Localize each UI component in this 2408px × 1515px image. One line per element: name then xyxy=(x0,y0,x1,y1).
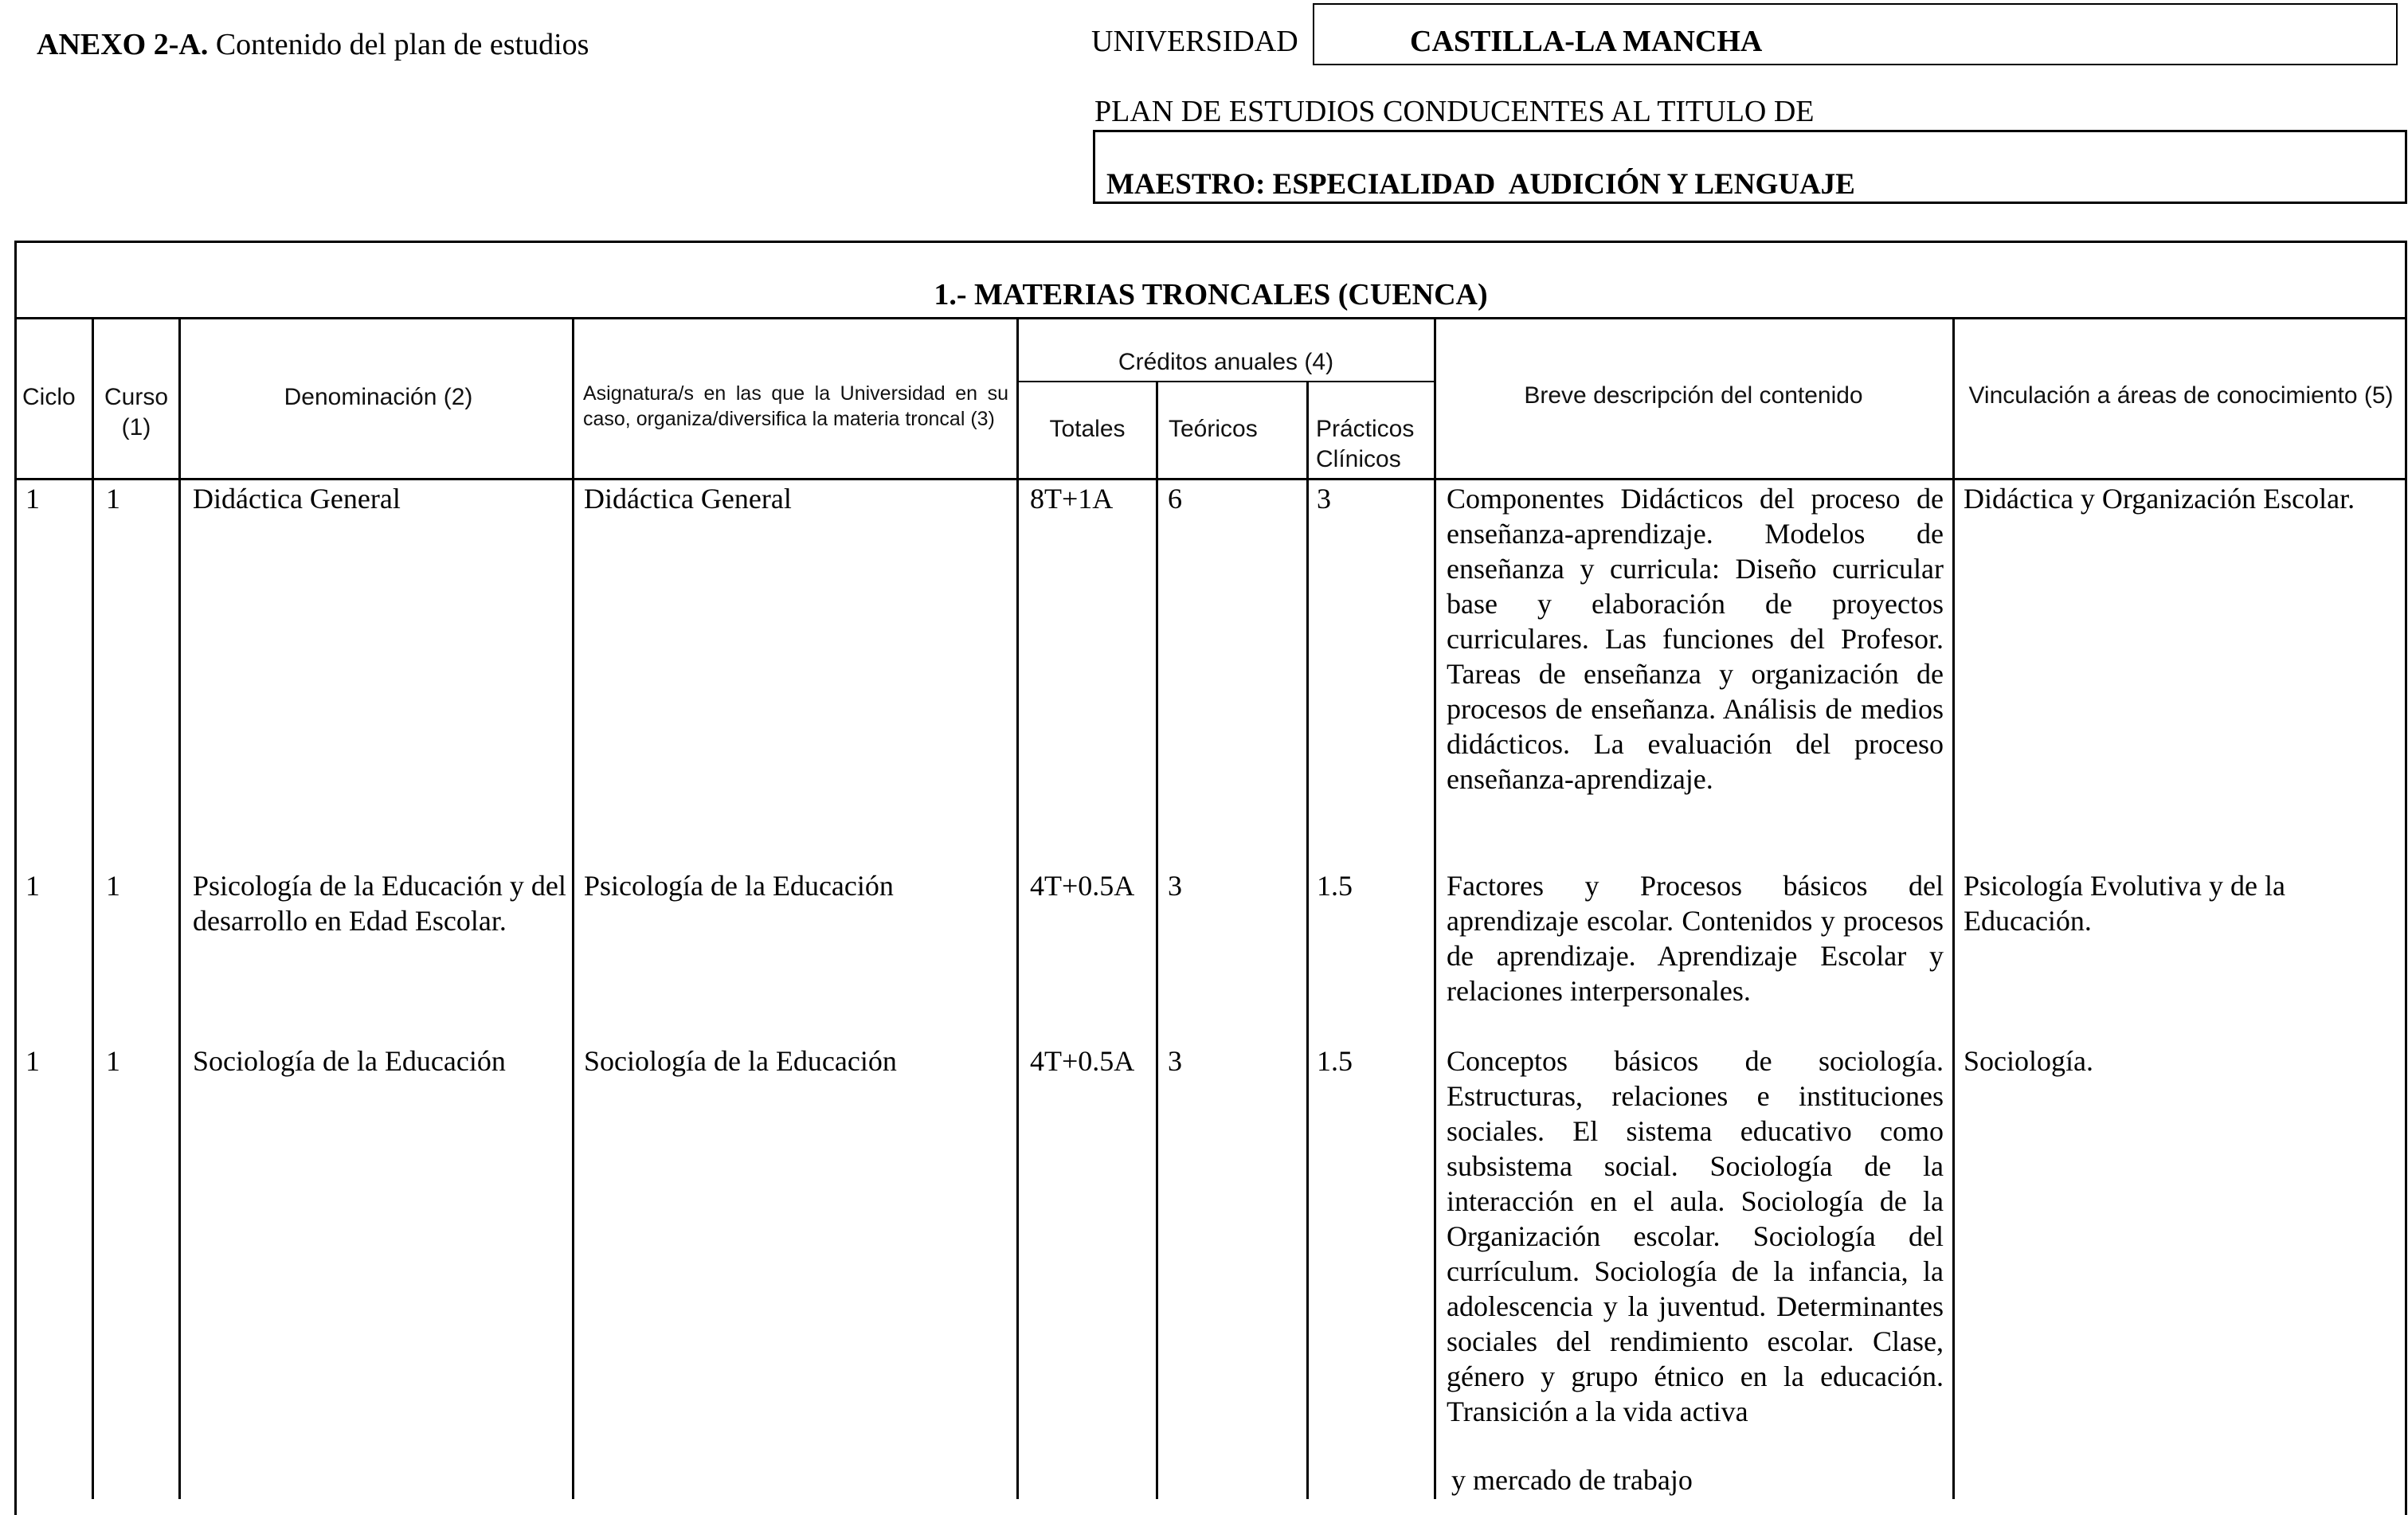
header-curso: Curso (1) xyxy=(104,384,169,440)
university-label: UNIVERSIDAD xyxy=(1091,25,1298,58)
annex-subtitle: Contenido del plan de estudios xyxy=(208,28,589,61)
section-title: 1.- MATERIAS TRONCALES (CUENCA) xyxy=(934,278,1488,311)
row1-practicos: 3 xyxy=(1317,483,1331,515)
row1-descripcion: Componentes Didácticos del proceso de enseñanza-aprendizaje. Modelos de enseñanza y curricula: Diseño curricular base y elaboración de proyectos curriculares. Las funciones del Profesor. Tareas de enseñanza y organización de procesos de enseñanza. Análisis de medios didácticos. La evaluación del proceso enseñanza-aprendizaje. xyxy=(1447,483,1944,795)
row2-descripcion: Factores y Procesos básicos del aprendizaje escolar. Contenidos y procesos de aprendizaje. Aprendizaje Escolar y relaciones interpersonales. xyxy=(1447,870,1944,1007)
plan-label: PLAN DE ESTUDIOS CONDUCENTES AL TITULO DE xyxy=(1094,95,1815,128)
row3-teoricos: 3 xyxy=(1168,1045,1182,1077)
row1-curso: 1 xyxy=(106,483,120,515)
header-bottom-rule xyxy=(14,478,2407,480)
col-rule-curso xyxy=(178,317,181,1499)
col-rule-ciclo xyxy=(92,317,94,1499)
header-denominacion: Denominación (2) xyxy=(284,384,473,410)
col-rule-denominacion xyxy=(572,317,574,1499)
row1-asignatura: Didáctica General xyxy=(584,483,792,515)
header-descripcion: Breve descripción del contenido xyxy=(1524,382,1863,409)
annex-title xyxy=(37,27,589,62)
university-name: CASTILLA-LA MANCHA xyxy=(1410,25,1763,58)
row3-descripcion: Conceptos básicos de sociología. Estructuras, relaciones e instituciones sociales. El sistema educativo como subsistema social. Sociología de la interacción en el aula. Sociología de la Organización escolar. Sociología del currículum. Sociología de la infancia, la adolescencia y la juventud. Determinantes sociales del rendimiento escolar. Clase, género y grupo étnico en la educación. Transición a la vida activa xyxy=(1447,1045,1944,1427)
annex-label: ANEXO 2-A. xyxy=(37,28,209,61)
header-totales: Totales xyxy=(1049,416,1126,442)
col-rule-practicos xyxy=(1434,317,1436,1499)
row1-totales: 8T+1A xyxy=(1030,483,1114,515)
header-vinculacion: Vinculación a áreas de conocimiento (5) xyxy=(1968,382,2394,409)
row2-curso: 1 xyxy=(106,870,120,902)
row1-teoricos: 6 xyxy=(1168,483,1182,515)
col-rule-descripcion xyxy=(1952,317,1955,1499)
header-practicos: Prácticos Clínicos xyxy=(1316,416,1415,472)
row3-vinculacion: Sociología. xyxy=(1964,1045,2093,1077)
header-top-rule xyxy=(14,317,2407,319)
col-rule-totales xyxy=(1156,381,1158,1499)
row3-totales: 4T+0.5A xyxy=(1030,1045,1135,1077)
degree-title-box xyxy=(1093,130,2407,204)
header-creditos: Créditos anuales (4) xyxy=(1118,349,1334,375)
row2-ciclo: 1 xyxy=(25,870,40,902)
row2-teoricos: 3 xyxy=(1168,870,1182,902)
col-rule-asignatura xyxy=(1016,317,1019,1499)
row1-ciclo: 1 xyxy=(25,483,40,515)
row3-denominacion: Sociología de la Educación xyxy=(193,1045,506,1077)
row1-denominacion: Didáctica General xyxy=(193,483,401,515)
row2-vinculacion: Psicología Evolutiva y de la Educación. xyxy=(1964,870,2285,937)
header-ciclo: Ciclo xyxy=(22,384,76,410)
degree-title: MAESTRO: ESPECIALIDAD AUDICIÓN Y LENGUAJE xyxy=(1106,168,1855,201)
header-asignatura: Asignatura/s en las que la Universidad en su caso, organiza/diversifica la materia troncal (3) xyxy=(583,382,1008,430)
row3-ciclo: 1 xyxy=(25,1045,40,1077)
row3-descripcion-continuation: y mercado de trabajo xyxy=(1451,1464,1693,1496)
university-box xyxy=(1313,3,2398,65)
row2-practicos: 1.5 xyxy=(1317,870,1353,902)
row2-denominacion: Psicología de la Educación y del desarrollo en Edad Escolar. xyxy=(193,870,566,937)
row3-asignatura: Sociología de la Educación xyxy=(584,1045,897,1077)
row2-asignatura: Psicología de la Educación xyxy=(584,870,894,902)
row3-practicos: 1.5 xyxy=(1317,1045,1353,1077)
header-teoricos: Teóricos xyxy=(1169,416,1258,442)
row2-totales: 4T+0.5A xyxy=(1030,870,1135,902)
row1-vinculacion: Didáctica y Organización Escolar. xyxy=(1964,483,2355,515)
col-rule-teoricos xyxy=(1306,381,1309,1499)
row3-curso: 1 xyxy=(106,1045,120,1077)
credits-subheader-rule xyxy=(1018,381,1435,382)
